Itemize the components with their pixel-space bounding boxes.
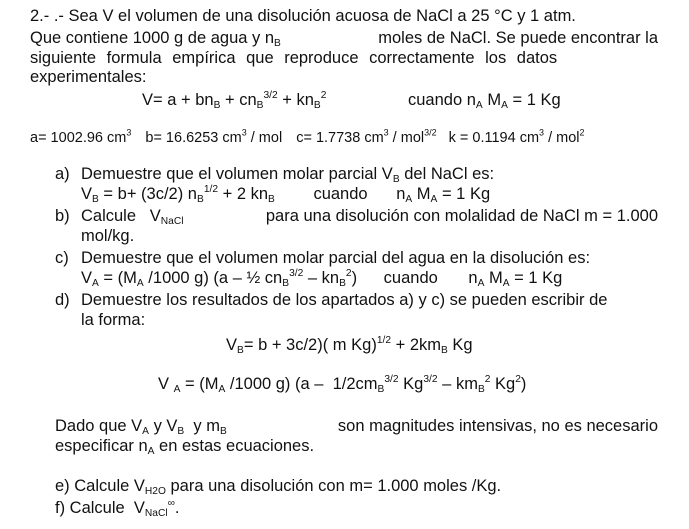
problem-title-line: 2.- .- Sea V el volumen de una disolución acuosa de NaCl a 25 °C y 1 atm.	[30, 7, 576, 25]
intro-line-2: Que contiene 1000 g de agua y $n_B$ moles de NaCl. Se puede encontrar la	[30, 29, 658, 50]
item-d-label: d)	[55, 291, 70, 309]
intro-line-4: experimentales:	[30, 68, 147, 86]
item-a-text: Demuestre que el volumen molar parcial $V_B$ del NaCl es:	[81, 165, 495, 186]
intro-line-3: siguiente formula empírica que reproduce correctamente los datos	[30, 49, 558, 67]
item-e: e) Calcule $V_{H2O}$ para una disolución con m= 1.000 moles /Kg.	[55, 477, 502, 498]
item-c-equation: $V_A = (M_A$ /1000 g) (a – ½ $cn_B^{3/2} - kn_B^2$) cuando $n_A$ $M_A = 1$ Kg	[81, 267, 563, 290]
constants-line	[30, 128, 585, 148]
item-b-text-2: mol/kg.	[81, 227, 135, 245]
formula-condition: cuando $n_A$ $M_A = 1$ Kg	[408, 91, 561, 112]
item-b-label: b)	[55, 207, 70, 225]
item-d-equation-2: V $_A = (M_A$ /1000 g) ($a - 1/2cm_B^{3/2}$ $Kg^{3/2} - km_B^2$ Kg$^2$)	[158, 373, 527, 396]
empirical-formula: $V= a + bn_B + cn_B^{3/2} + kn_B^2$	[142, 89, 327, 112]
note-line-2: especificar $n_A$ en estas ecuaciones.	[55, 437, 315, 458]
item-a-equation: $V_B = b+ (3c/2) n_B^{1/2} + 2$ $kn_B$ cuando $n_A$ $M_A = 1$ Kg	[81, 183, 491, 206]
note-line-1: Dado que $V_A$ y $V_B$ y $m_B$ son magnitudes intensivas, no es necesario	[55, 417, 658, 438]
item-a-label: a)	[55, 165, 70, 183]
item-f: f) Calcule $V_{NaCl}^\infty$.	[55, 497, 180, 520]
item-d-text-2: la forma:	[81, 311, 146, 329]
constant-k: k = 0.1194 $cm^3 / mol^2$	[448, 127, 585, 146]
item-c-text: Demuestre que el volumen molar parcial del agua en la disolución es:	[81, 249, 591, 267]
item-d-equation-1: $V_B= b + 3c/2$)( m $Kg)^{1/2} + 2km_B$ Kg	[226, 334, 473, 357]
item-b-text: Calcule $V_{NaCl}$ para una disolución con molalidad de NaCl m = 1.000	[81, 207, 658, 228]
constant-c: c= 1.7738 $cm^3 / mol^{3/2}$	[296, 127, 437, 146]
constant-b: b= 16.6253 $cm^3$ / mol	[145, 127, 283, 146]
constant-a: a= 1002.96 $cm^3$	[30, 127, 132, 146]
item-d-text: Demuestre los resultados de los apartados a) y c) se pueden escribir de	[81, 291, 608, 309]
item-c-label: c)	[55, 249, 69, 267]
